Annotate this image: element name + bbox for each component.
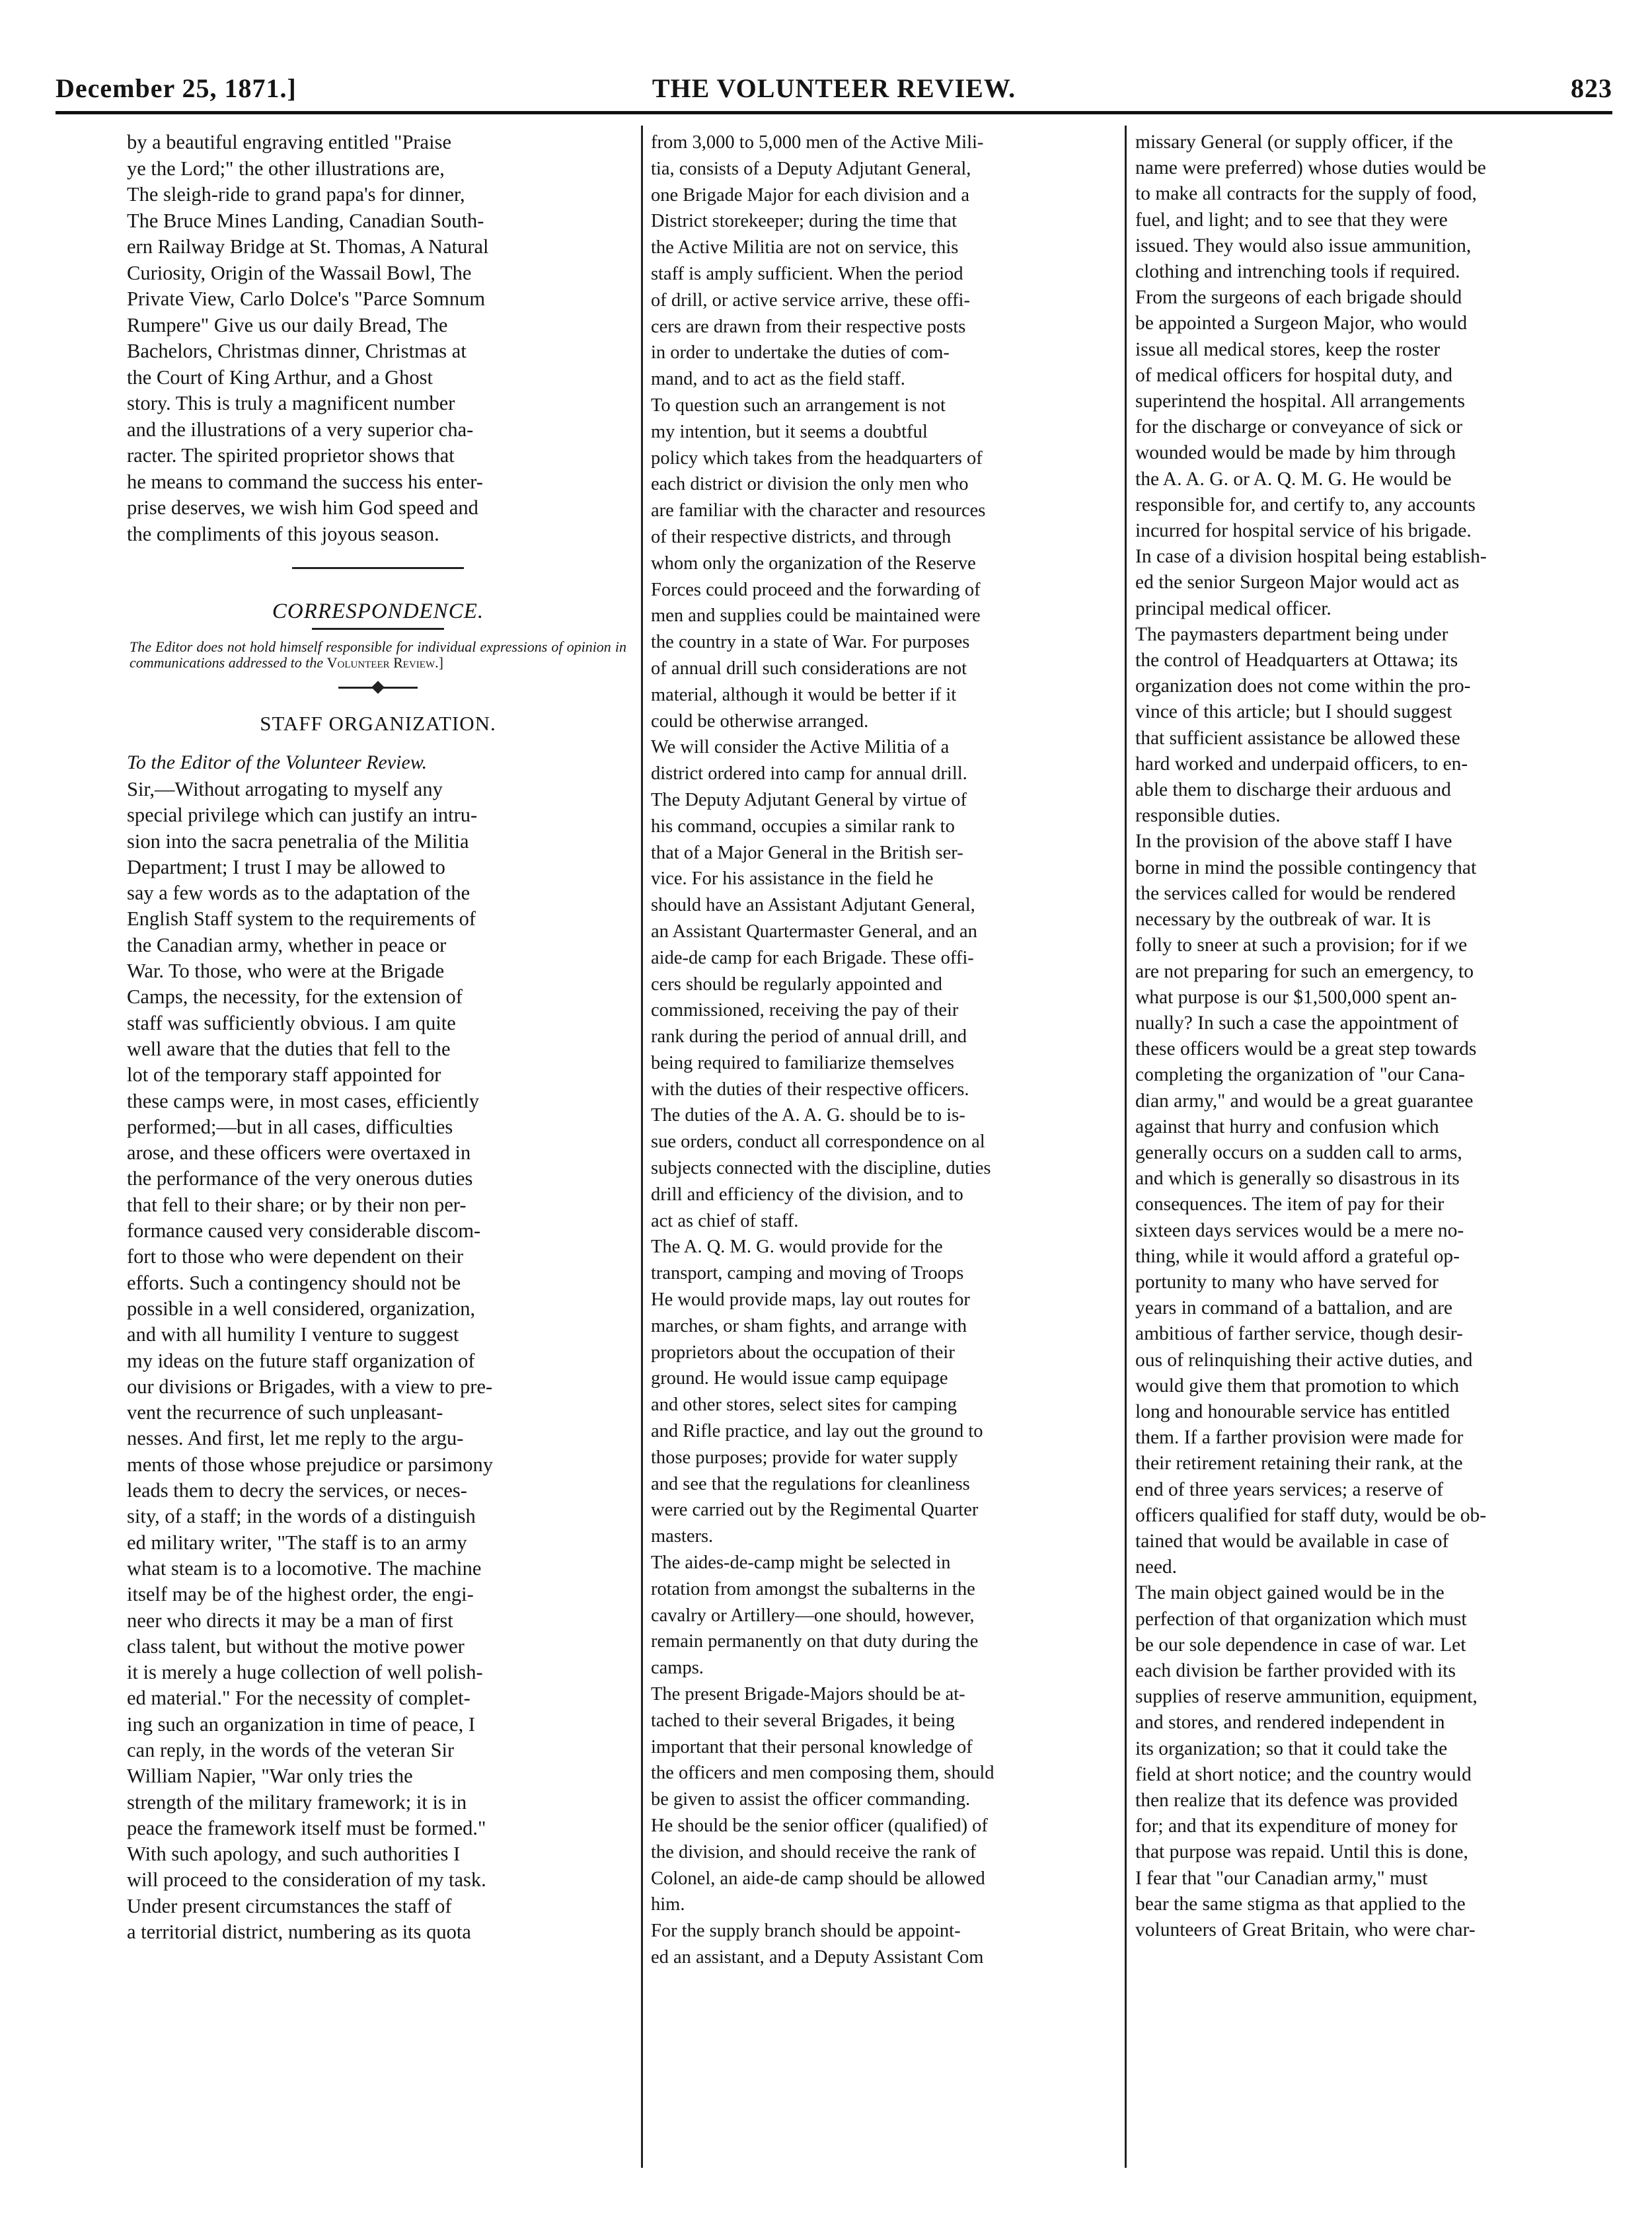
text-line: Sir,—Without arrogating to myself any xyxy=(127,778,443,800)
text-line: for; and that its expenditure of money for xyxy=(1135,1816,1458,1837)
text-line: its organization; so that it could take the xyxy=(1135,1738,1448,1759)
text-line: his command, occupies a similar rank to xyxy=(651,816,955,837)
text-line: my ideas on the future staff organization of xyxy=(127,1349,475,1372)
text-line: sue orders, conduct all correspondence on al xyxy=(651,1131,985,1153)
text-line: were carried out by the Regimental Quarter xyxy=(651,1500,979,1521)
text-line: Bachelors, Christmas dinner, Christmas at xyxy=(127,340,467,362)
text-line: him. xyxy=(651,1894,685,1915)
ornament xyxy=(127,677,629,700)
text-line: the performance of the very onerous duties xyxy=(127,1167,473,1190)
text-line: say a few words as to the adaptation of the xyxy=(127,882,470,905)
text-line: The Deputy Adjutant General by virtue of xyxy=(651,789,967,810)
text-line: the country in a state of War. For purposes xyxy=(651,632,970,653)
text-line: racter. The spirited proprietor shows that xyxy=(127,444,455,467)
header-date: December 25, 1871.] xyxy=(56,73,297,103)
text-line: missary General (or supply officer, if the xyxy=(1135,132,1453,153)
text-line: with the duties of their respective officers. xyxy=(651,1079,969,1100)
text-line: the Court of King Arthur, and a Ghost xyxy=(127,365,433,389)
text-line: Under present circumstances the staff of xyxy=(127,1894,452,1917)
text-line: The aides-de-camp might be selected in xyxy=(651,1552,951,1574)
text-line: principal medical officer. xyxy=(1135,597,1332,619)
text-line: fort to those who were dependent on their xyxy=(127,1245,464,1268)
column-1-text-letter xyxy=(127,777,629,1945)
text-line: wounded would be made by him through xyxy=(1135,442,1456,464)
text-line: a territorial district, numbering as its quota xyxy=(127,1921,471,1944)
text-line: the division, and should receive the rank of xyxy=(651,1841,977,1862)
text-line: efforts. Such a contingency should not be xyxy=(127,1271,461,1294)
text-line: act as chief of staff. xyxy=(651,1210,799,1231)
text-line: borne in mind the possible contingency that xyxy=(1135,857,1477,878)
text-line: camps. xyxy=(651,1658,704,1679)
text-line: of medical officers for hospital duty, and xyxy=(1135,364,1453,386)
text-line: To question such an arrangement is not xyxy=(651,395,946,416)
text-line: ambitious of farther service, though desir- xyxy=(1135,1323,1463,1345)
text-line: tained that would be available in case of xyxy=(1135,1530,1449,1552)
text-line: The main object gained would be in the xyxy=(1135,1582,1445,1604)
text-line: their retirement retaining their rank, at the xyxy=(1135,1453,1463,1475)
editor-disclaimer xyxy=(130,639,626,671)
column-3 xyxy=(1135,130,1619,2165)
text-line: of drill, or active service arrive, these offi- xyxy=(651,289,970,311)
text-line: rank during the period of annual drill, and xyxy=(651,1026,967,1048)
text-line: are familiar with the character and resources xyxy=(651,500,986,521)
text-line: staff was sufficiently obvious. I am quite xyxy=(127,1011,456,1034)
text-line: fuel, and light; and to see that they were xyxy=(1135,209,1448,231)
text-line: sixteen days services would be a mere no- xyxy=(1135,1219,1464,1241)
text-line: issue all medical stores, keep the roster xyxy=(1135,338,1441,360)
correspondence-heading: CORRESPONDENCE. xyxy=(272,599,484,623)
text-line: Colonel, an aide-de camp should be allowed xyxy=(651,1868,985,1889)
text-line: necessary by the outbreak of war. It is xyxy=(1135,909,1431,931)
header-page-number: 823 xyxy=(1571,73,1612,103)
text-line: each district or division the only men who xyxy=(651,474,969,495)
text-line: against that hurry and confusion which xyxy=(1135,1116,1439,1137)
column-1-text-intro xyxy=(127,130,629,547)
text-line: important that their personal knowledge of xyxy=(651,1736,973,1757)
text-line: masters. xyxy=(651,1526,714,1547)
text-line: prise deserves, we wish him God speed and xyxy=(127,496,478,519)
text-line: War. To those, who were at the Brigade xyxy=(127,960,445,983)
text-line: will proceed to the consideration of my task. xyxy=(127,1868,486,1892)
text-line: could be otherwise arranged. xyxy=(651,710,869,732)
text-line: remain permanently on that duty during the xyxy=(651,1631,979,1652)
text-line: drill and efficiency of the division, and to xyxy=(651,1184,963,1205)
text-line: and with all humility I venture to suggest xyxy=(127,1323,459,1346)
text-line: subjects connected with the discipline, duties xyxy=(651,1158,991,1179)
text-line: and Rifle practice, and lay out the ground to xyxy=(651,1421,983,1442)
text-line: that purpose was repaid. Until this is done, xyxy=(1135,1841,1468,1863)
text-line: District storekeeper; during the time that xyxy=(651,211,957,232)
text-line: our divisions or Brigades, with a view to pre- xyxy=(127,1375,493,1398)
text-line: nesses. And first, let me reply to the argu- xyxy=(127,1427,464,1450)
text-line: organization does not come within the pro- xyxy=(1135,675,1471,697)
text-line: cers are drawn from their respective posts xyxy=(651,316,966,337)
text-line: story. This is truly a magnificent number xyxy=(127,392,455,414)
text-line: With such apology, and such authorities I xyxy=(127,1843,461,1866)
text-line: then realize that its defence was provided xyxy=(1135,1790,1458,1811)
text-line: men and supplies could be maintained were xyxy=(651,605,981,627)
text-line: special privilege which can justify an intru- xyxy=(127,804,478,827)
text-line: folly to sneer at such a provision; for if we xyxy=(1135,935,1468,956)
text-line: these camps were, in most cases, efficiently xyxy=(127,1089,480,1112)
text-line: The sleigh-ride to grand papa's for dinner, xyxy=(127,183,465,206)
text-line: aide-de camp for each Brigade. These offi- xyxy=(651,947,974,968)
text-line: well aware that the duties that fell to the xyxy=(127,1037,451,1060)
text-line: supplies of reserve ammunition, equipment, xyxy=(1135,1686,1478,1708)
text-line: would give them that promotion to which xyxy=(1135,1375,1459,1397)
text-line: the Active Militia are not on service, this xyxy=(651,237,959,258)
text-line: The Bruce Mines Landing, Canadian South- xyxy=(127,209,484,232)
text-line: tia, consists of a Deputy Adjutant General, xyxy=(651,158,971,179)
text-line: officers qualified for staff duty, would be ob- xyxy=(1135,1504,1487,1526)
text-line: name were preferred) whose duties would be xyxy=(1135,157,1486,179)
text-line: We will consider the Active Militia of a xyxy=(651,737,950,758)
text-line: generally occurs on a sudden call to arms, xyxy=(1135,1141,1462,1163)
text-line: Department; I trust I may be allowed to xyxy=(127,855,445,878)
text-line: that of a Major General in the British ser- xyxy=(651,842,963,863)
text-line: issued. They would also issue ammunition, xyxy=(1135,235,1472,256)
text-line: each division be farther provided with its xyxy=(1135,1660,1456,1681)
text-line: my intention, but it seems a doubtful xyxy=(651,421,928,442)
text-line: these officers would be a great step towards xyxy=(1135,1038,1477,1060)
text-line: long and honourable service has entitled xyxy=(1135,1400,1450,1422)
text-line: For the supply branch should be appoint- xyxy=(651,1921,961,1942)
text-line: ments of those whose prejudice or parsimony xyxy=(127,1453,493,1476)
text-line: portunity to many who have served for xyxy=(1135,1271,1439,1293)
text-line: Rumpere" Give us our daily Bread, The xyxy=(127,313,448,336)
text-line: ed the senior Surgeon Major would act as xyxy=(1135,572,1460,594)
text-line: the services called for would be rendered xyxy=(1135,882,1456,904)
text-line: and see that the regulations for cleanliness xyxy=(651,1473,970,1494)
column-1 xyxy=(127,130,629,2165)
text-line: The duties of the A. A. G. should be to is- xyxy=(651,1105,965,1126)
text-line: nually? In such a case the appointment of xyxy=(1135,1012,1459,1034)
text-line: cers should be regularly appointed and xyxy=(651,974,942,995)
header-title: THE VOLUNTEER REVIEW. xyxy=(652,73,1016,103)
text-line: cavalry or Artillery—one should, however, xyxy=(651,1605,975,1626)
text-line: consequences. The item of pay for their xyxy=(1135,1194,1445,1215)
text-line: the compliments of this joyous season. xyxy=(127,522,439,545)
text-line: Forces could proceed and the forwarding of xyxy=(651,579,981,600)
text-line: what steam is to a locomotive. The machine xyxy=(127,1556,482,1580)
text-line: from 3,000 to 5,000 men of the Active Mili- xyxy=(651,132,984,153)
text-line: can reply, in the words of the veteran Sir xyxy=(127,1738,455,1761)
text-line: able them to discharge their arduous and xyxy=(1135,779,1451,801)
text-line: should have an Assistant Adjutant General, xyxy=(651,895,975,916)
text-line: material, although it would be better if it xyxy=(651,684,957,705)
text-line: lot of the temporary staff appointed for xyxy=(127,1063,441,1087)
text-line: the Canadian army, whether in peace or xyxy=(127,933,447,956)
text-line: He would provide maps, lay out routes for xyxy=(651,1289,970,1311)
text-line: thing, while it would afford a grateful op- xyxy=(1135,1245,1460,1267)
column-divider-1 xyxy=(641,126,643,2168)
heading-rule xyxy=(312,628,444,630)
text-line: field at short notice; and the country would xyxy=(1135,1763,1472,1785)
text-line: performed;—but in all cases, difficulties xyxy=(127,1115,453,1138)
text-line: to make all contracts for the supply of food, xyxy=(1135,183,1477,205)
text-line: proprietors about the occupation of their xyxy=(651,1342,955,1363)
text-line: of annual drill such considerations are not xyxy=(651,658,967,679)
text-line: bear the same stigma as that applied to the xyxy=(1135,1893,1466,1915)
text-line: for the discharge or conveyance of sick or xyxy=(1135,416,1463,438)
article-title: STAFF ORGANIZATION. xyxy=(260,712,496,735)
text-line: and which is generally so disastrous in its xyxy=(1135,1168,1460,1190)
text-line: sion into the sacra penetralia of the Militia xyxy=(127,829,469,853)
text-line: end of three years services; a reserve of xyxy=(1135,1478,1444,1500)
text-line: the officers and men composing them, should xyxy=(651,1763,995,1784)
text-line: commissioned, receiving the pay of their xyxy=(651,1000,959,1021)
text-line: ground. He would issue camp equipage xyxy=(651,1368,948,1389)
text-line: itself may be of the highest order, the engi- xyxy=(127,1583,474,1606)
page-header xyxy=(56,73,1612,104)
text-line: district ordered into camp for annual drill. xyxy=(651,763,967,785)
header-rule xyxy=(56,111,1612,114)
text-line: and stores, and rendered independent in xyxy=(1135,1712,1445,1734)
text-line: the A. A. G. or A. Q. M. G. He would be xyxy=(1135,468,1452,490)
column-2 xyxy=(651,130,1113,2165)
text-line: staff is amply sufficient. When the period xyxy=(651,263,963,284)
text-line: by a beautiful engraving entitled "Praise xyxy=(127,131,451,153)
text-line: that fell to their share; or by their non per- xyxy=(127,1193,467,1216)
text-line: tached to their several Brigades, it being xyxy=(651,1710,955,1731)
text-line: it is merely a huge collection of well polish- xyxy=(127,1661,483,1684)
text-line: transport, camping and moving of Troops xyxy=(651,1263,964,1284)
text-line: vice. For his assistance in the field he xyxy=(651,868,934,890)
text-line: that sufficient assistance be allowed these xyxy=(1135,727,1460,749)
disclaimer-publication: Volunteer Review.] xyxy=(326,654,443,671)
text-line: formance caused very considerable discom- xyxy=(127,1219,481,1243)
text-line: The A. Q. M. G. would provide for the xyxy=(651,1237,943,1258)
text-line: incurred for hospital service of his brigade. xyxy=(1135,520,1472,542)
text-line: Camps, the necessity, for the extension of xyxy=(127,985,463,1009)
text-line: being required to familiarize themselves xyxy=(651,1052,954,1073)
text-line: neer who directs it may be a man of first xyxy=(127,1609,453,1632)
section-divider xyxy=(292,567,464,569)
text-line: an Assistant Quartermaster General, and an xyxy=(651,921,977,942)
text-line: marches, or sham fights, and arrange with xyxy=(651,1315,967,1336)
text-line: peace the framework itself must be formed." xyxy=(127,1816,486,1839)
text-line: ous of relinquishing their active duties, and xyxy=(1135,1349,1473,1371)
text-line: policy which takes from the headquarters of xyxy=(651,447,983,469)
text-line: clothing and intrenching tools if required. xyxy=(1135,261,1460,283)
text-line: ed material." For the necessity of complet- xyxy=(127,1687,470,1710)
text-line: In case of a division hospital being establish- xyxy=(1135,546,1487,568)
text-line: in order to undertake the duties of com- xyxy=(651,342,950,364)
text-line: leads them to decry the services, or neces- xyxy=(127,1479,467,1502)
column-2-text xyxy=(651,130,1113,1971)
text-line: English Staff system to the requirements of xyxy=(127,907,476,931)
text-line: dian army," and would be a great guarantee xyxy=(1135,1090,1474,1112)
text-line: The paymasters department being under xyxy=(1135,623,1448,645)
text-line: William Napier, "War only tries the xyxy=(127,1765,413,1788)
text-line: those purposes; provide for water supply xyxy=(651,1447,958,1468)
text-line: vince of this article; but I should suggest xyxy=(1135,701,1452,723)
column-3-text xyxy=(1135,130,1619,1943)
text-line: strength of the military framework; it is in xyxy=(127,1790,467,1814)
text-line: He should be the senior officer (qualified) of xyxy=(651,1816,988,1836)
text-line: responsible for, and certify to, any accounts xyxy=(1135,494,1476,516)
text-line: completing the organization of "our Cana- xyxy=(1135,1064,1465,1086)
text-line: sity, of a staff; in the words of a distinguish xyxy=(127,1505,476,1528)
text-line: ern Railway Bridge at St. Thomas, A Natural xyxy=(127,235,489,258)
text-line: arose, and these officers were overtaxed in xyxy=(127,1141,471,1165)
text-line: possible in a well considered, organization, xyxy=(127,1297,476,1320)
text-line: In the provision of the above staff I have xyxy=(1135,831,1452,853)
text-line: what purpose is our $1,500,000 spent an- xyxy=(1135,986,1457,1008)
text-line: are not preparing for such an emergency, to xyxy=(1135,960,1474,982)
text-line: ye the Lord;" the other illustrations are, xyxy=(127,157,445,180)
text-line: Curiosity, Origin of the Wassail Bowl, The xyxy=(127,261,472,284)
text-line: ing such an organization in time of peace, I xyxy=(127,1712,476,1736)
article-salutation: To the Editor of the Volunteer Review. xyxy=(127,751,428,773)
text-line: perfection of that organization which must xyxy=(1135,1608,1467,1630)
text-line: responsible duties. xyxy=(1135,805,1281,827)
text-line: be given to assist the officer commanding. xyxy=(651,1789,971,1810)
text-line: volunteers of Great Britain, who were char- xyxy=(1135,1919,1476,1941)
text-line: vent the recurrence of such unpleasant- xyxy=(127,1401,443,1424)
text-line: superintend the hospital. All arrangements xyxy=(1135,391,1465,412)
text-line: whom only the organization of the Reserve xyxy=(651,553,976,574)
text-line: and other stores, select sites for camping xyxy=(651,1395,957,1416)
text-line: rotation from amongst the subalterns in the xyxy=(651,1578,975,1599)
text-line: he means to command the success his enter- xyxy=(127,470,483,493)
text-line: I fear that "our Canadian army," must xyxy=(1135,1867,1428,1889)
text-line: From the surgeons of each brigade should xyxy=(1135,287,1462,309)
text-line: need. xyxy=(1135,1556,1178,1578)
text-line: and the illustrations of a very superior cha- xyxy=(127,418,474,441)
text-line: hard worked and underpaid officers, to en- xyxy=(1135,753,1468,775)
text-line: them. If a farther provision were made for xyxy=(1135,1427,1464,1449)
text-line: ed an assistant, and a Deputy Assistant Com xyxy=(651,1946,984,1968)
text-line: ed military writer, "The staff is to an army xyxy=(127,1531,467,1554)
text-line: the control of Headquarters at Ottawa; its xyxy=(1135,650,1458,671)
text-line: class talent, but without the motive power xyxy=(127,1634,465,1658)
text-line: The present Brigade-Majors should be at- xyxy=(651,1684,965,1705)
text-line: Private View, Carlo Dolce's "Parce Somnum xyxy=(127,287,486,310)
column-divider-2 xyxy=(1125,126,1127,2168)
text-line: be appointed a Surgeon Major, who would xyxy=(1135,313,1468,334)
text-line: one Brigade Major for each division and a xyxy=(651,184,969,206)
text-line: be our sole dependence in case of war. Let xyxy=(1135,1634,1466,1656)
text-line: years in command of a battalion, and are xyxy=(1135,1297,1453,1319)
text-line: of their respective districts, and through xyxy=(651,526,952,547)
text-line: mand, and to act as the field staff. xyxy=(651,369,905,390)
disclaimer-text: The Editor does not hold himself responsible for individual expressions of opinion in communications addressed to the xyxy=(130,638,626,671)
